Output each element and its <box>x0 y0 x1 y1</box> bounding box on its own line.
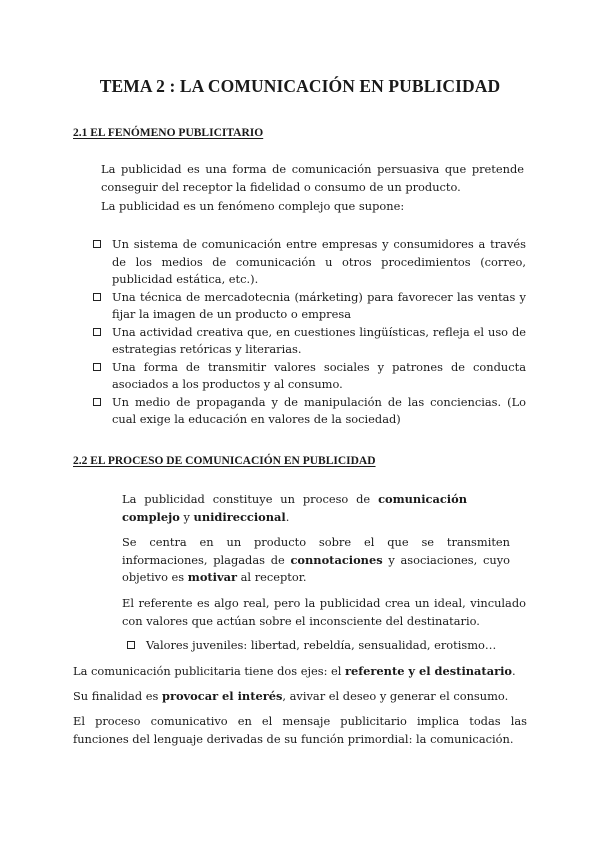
process-paragraph-2: Se centra en un producto sobre el que se transmiten informaciones, plagadas de connotaciones y asociaciones, cuyo objetivo es motivar al receptor. <box>122 535 510 584</box>
list-item <box>92 324 526 359</box>
list-item-text: Una forma de transmitir valores sociales y patrones de conducta asociados a los productos y al consumo. <box>112 359 526 391</box>
list-item <box>126 637 526 655</box>
section-heading-2-2: 2.2 EL PROCESO DE COMUNICACIÓN EN PUBLICIDAD <box>73 455 376 467</box>
process-paragraph-6: El proceso comunicativo en el mensaje publicitario implica todas las funciones del lenguaje derivadas de su función primordial: la comunicación. <box>73 714 527 746</box>
list-item-text: Un sistema de comunicación entre empresas y consumidores a través de los medios de comunicación u otros procedimientos (correo, publicidad estática, etc.). <box>112 237 526 286</box>
list-item-text: Valores juveniles: libertad, rebeldía, sensualidad, erotismo… <box>146 638 497 652</box>
process-paragraph-3: El referente es algo real, pero la publicidad crea un ideal, vinculado con valores que actúan sobre el inconsciente del destinatario. <box>122 596 526 628</box>
list-item <box>92 289 526 324</box>
checkbox-bullet-icon <box>93 240 101 248</box>
section-heading-2-1: 2.1 EL FENÓMENO PUBLICITARIO <box>73 127 264 139</box>
list-item <box>92 394 526 429</box>
intro-paragraph: La publicidad es una forma de comunicación persuasiva que pretende conseguir del receptor la fidelidad o consumo de un producto. <box>101 162 524 194</box>
intro-paragraph-2: La publicidad es un fenómeno complejo que supone: <box>101 199 405 213</box>
checkbox-bullet-icon <box>93 328 101 336</box>
list-item-text: Una actividad creativa que, en cuestiones lingüísticas, refleja el uso de estrategias retóricas y literarias. <box>112 324 526 356</box>
features-list <box>92 236 526 429</box>
checkbox-bullet-icon <box>93 293 101 301</box>
list-item <box>92 359 526 394</box>
checkbox-bullet-icon <box>93 363 101 371</box>
process-paragraph-4: La comunicación publicitaria tiene dos ejes: el referente y el destinatario. <box>73 664 516 678</box>
document-title: TEMA 2 : LA COMUNICACIÓN EN PUBLICIDAD <box>99 76 501 96</box>
process-paragraph-1: La publicidad constituye un proceso de comunicación complejo y unidireccional. <box>122 492 467 524</box>
process-paragraph-5: Su finalidad es provocar el interés, avivar el deseo y generar el consumo. <box>73 689 509 703</box>
values-list <box>126 637 526 655</box>
list-item-text: Una técnica de mercadotecnia (márketing) para favorecer las ventas y fijar la imagen de un producto o empresa <box>112 289 526 321</box>
list-item <box>92 236 526 289</box>
checkbox-bullet-icon <box>93 398 101 406</box>
checkbox-bullet-icon <box>127 641 135 649</box>
list-item-text: Un medio de propaganda y de manipulación de las conciencias. (Lo cual exige la educación en valores de la sociedad) <box>112 394 526 426</box>
